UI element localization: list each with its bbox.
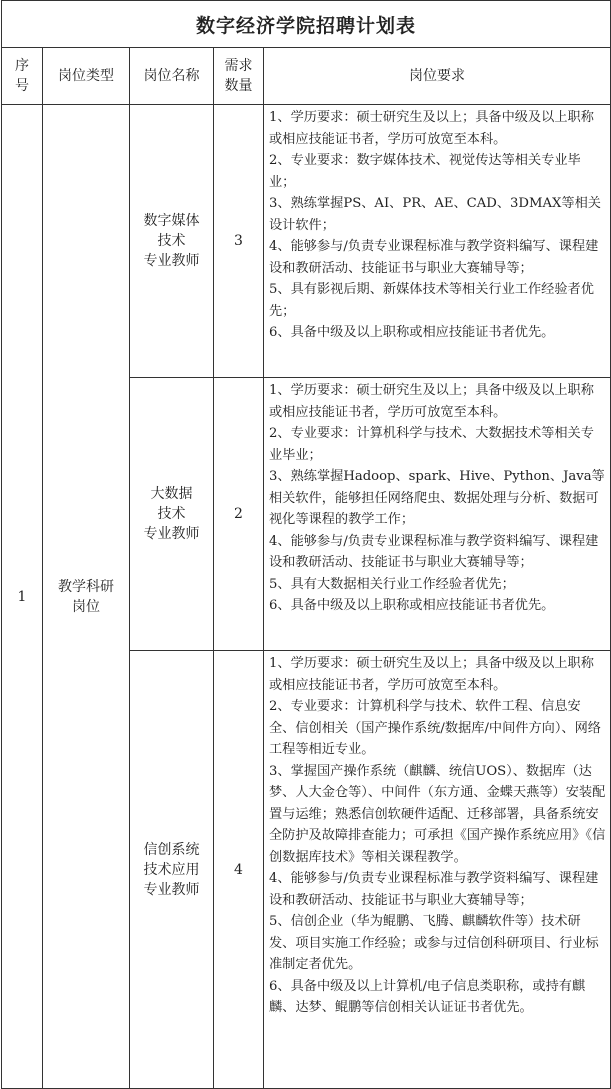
header-position-type: 岗位类型 [43,48,130,105]
requirements-cell [264,105,611,378]
header-seq-line-2: 号 [15,78,29,94]
requirement-item: 1、学历要求：硕士研究生及以上；具备中级及以上职称或相应技能证书者，学历可放宽至本科。 [269,383,594,420]
header-row [2,48,611,105]
header-position-name: 岗位名称 [130,48,214,105]
count-cell: 3 [214,105,264,378]
header-count-line-1: 需求 [224,58,253,74]
title-row [2,1,611,48]
position-name-line: 专业教师 [143,881,200,898]
position-name-line: 专业教师 [143,253,200,269]
table-title: 数字经济学院招聘计划表 [2,1,611,48]
header-seq-line-1: 序 [15,58,29,74]
requirement-item: 3、熟练掌握Hadoop、spark、Hive、Python、Java等相关软件，能够担任网络爬虫、数据处理与分析、数据可视化等课程的教学工作； [269,469,605,527]
position-name-line: 信创系统 [143,841,200,858]
requirement-item: 3、熟练掌握PS、AI、PR、AE、CAD、3DMAX等相关设计软件； [269,196,601,233]
requirement-item: 6、具备中级及以上职称或相应技能证书者优先。 [269,598,555,613]
position-name-line: 技术 [157,233,186,249]
position-name-line: 技术 [157,506,186,522]
header-count-line-2: 数量 [224,78,253,94]
position-type-line-2: 岗位 [72,598,100,615]
position-name-line: 专业教师 [143,526,200,542]
requirement-item: 4、能够参与/负责专业课程标准与教学资料编写、课程建设和教研活动、技能证书与职业大赛辅导等； [269,871,599,908]
requirement-item: 5、信创企业（华为鲲鹏、飞腾、麒麟软件等）技术研发、项目实施工作经验；或参与过信创科研项目、行业标准制定者优先。 [269,914,599,972]
position-type-line-1: 教学科研 [58,578,114,595]
header-requirements: 岗位要求 [264,48,611,105]
requirement-item: 5、具有影视后期、新媒体技术等相关行业工作经验者优先； [269,282,594,319]
count-cell: 2 [214,378,264,651]
requirement-item: 5、具有大数据相关行业工作经验者优先； [269,576,515,592]
seq-cell: 1 [2,105,43,1089]
requirement-item: 2、专业要求：计算机科学与技术、大数据技术等相关专业毕业； [269,426,594,463]
requirement-item: 1、学历要求：硕士研究生及以上；具备中级及以上职称或相应技能证书者，学历可放宽至本科。 [269,656,594,693]
position-name-cell [130,105,214,378]
table-row [2,105,611,378]
requirements-cell [264,651,611,1089]
header-count [214,48,264,105]
requirement-item: 2、专业要求：计算机科学与技术、软件工程、信息安全、信创相关（国产操作系统/数据库/中间件方向）、网络工程等相近专业。 [269,699,601,757]
position-name-line: 技术应用 [143,861,200,878]
recruitment-table [1,0,611,1089]
position-name-cell [130,378,214,651]
requirement-item: 6、具备中级及以上计算机/电子信息类职称，或持有麒麟、达梦、鲲鹏等信创相关认证证书者优先。 [269,978,586,1015]
position-name-cell [130,651,214,1089]
header-seq [2,48,43,105]
requirement-item: 6、具备中级及以上职称或相应技能证书者优先。 [269,325,555,340]
requirement-item: 4、能够参与/负责专业课程标准与教学资料编写、课程建设和教研活动、技能证书与职业大赛辅导等； [269,533,599,570]
position-name-line: 数字媒体 [143,213,200,229]
requirement-item: 3、掌握国产操作系统（麒麟、统信UOS）、数据库（达梦、人大金仓等）、中间件（东方通、金蝶天燕等）安装配置与运维；熟悉信创软硬件适配、迁移部署，具备系统安全防护及故障排查能力；可承担《国产操作系统应用》《信创数据库技术》等相关课程教学。 [269,763,606,865]
count-cell: 4 [214,651,264,1089]
requirements-cell [264,378,611,651]
requirement-item: 2、专业要求：数字媒体技术、视觉传达等相关专业毕业； [269,153,581,190]
requirement-item: 4、能够参与/负责专业课程标准与教学资料编写、课程建设和教研活动、技能证书与职业大赛辅导等； [269,239,599,276]
position-type-cell [43,105,130,1089]
position-name-line: 大数据 [150,486,193,502]
requirement-item: 1、学历要求：硕士研究生及以上；具备中级及以上职称或相应技能证书者，学历可放宽至本科。 [269,110,594,147]
